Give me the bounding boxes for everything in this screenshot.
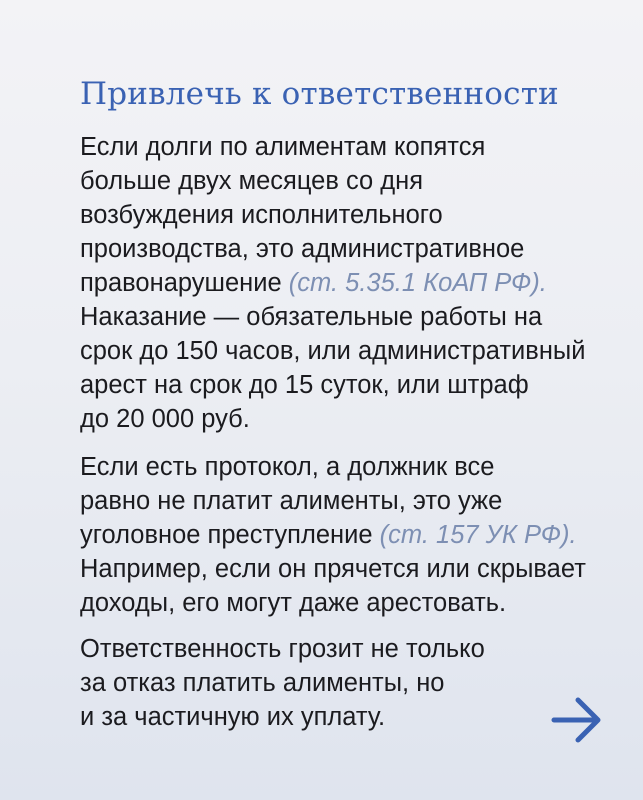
text-line: срок до 150 часов, или административный — [80, 337, 586, 365]
paragraph-criminal — [80, 450, 586, 620]
text-line: за отказ платить алименты, но — [80, 669, 445, 697]
text-line: Если долги по алиментам копятся — [80, 133, 486, 161]
paragraph-partial-payment — [80, 632, 485, 734]
text-fragment: правонарушение — [80, 269, 289, 297]
paragraph-administrative — [80, 130, 586, 436]
text-line: возбуждения исполнительного — [80, 201, 443, 229]
page-title: Привлечь к ответственности — [80, 76, 559, 112]
text-line: равно не платит алименты, это уже — [80, 487, 503, 515]
text-line: производства, это административное — [80, 235, 525, 263]
text-line: больше двух месяцев со дня — [80, 167, 424, 195]
text-line: Наказание — обязательные работы на — [80, 303, 543, 331]
text-line: Ответственность грозит не только — [80, 635, 485, 663]
text-line: арест на срок до 15 суток, или штраф — [80, 371, 529, 399]
text-line: Если есть протокол, а должник все — [80, 453, 495, 481]
text-line-with-reference — [80, 518, 586, 552]
text-line: до 20 000 руб. — [80, 405, 250, 433]
text-line: и за частичную их уплату. — [80, 703, 386, 731]
law-reference-uk: (ст. 157 УК РФ). — [379, 521, 577, 549]
arrow-right-icon[interactable] — [549, 696, 605, 744]
text-line: доходы, его могут даже арестовать. — [80, 589, 507, 617]
law-reference-koap: (ст. 5.35.1 КоАП РФ). — [288, 269, 547, 297]
text-fragment: уголовное преступление — [80, 521, 380, 549]
text-line: Например, если он прячется или скрывает — [80, 555, 586, 583]
text-line-with-reference — [80, 266, 586, 300]
